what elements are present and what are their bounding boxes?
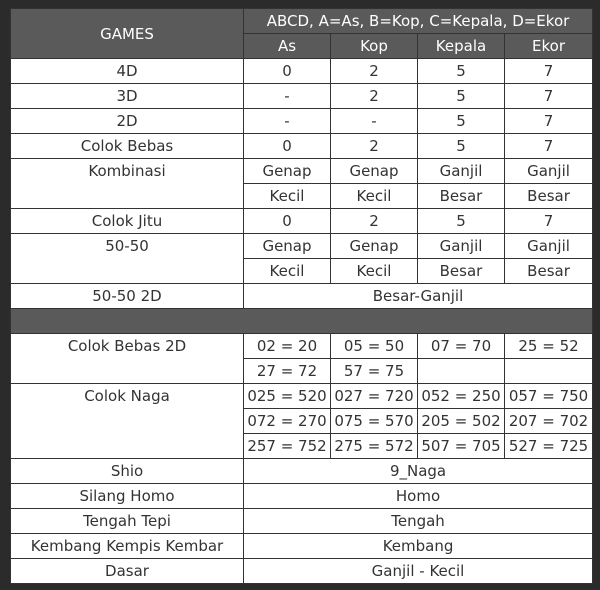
cell: Ganjil: [505, 234, 593, 259]
row-label: Dasar: [11, 559, 244, 584]
cell: Genap: [244, 159, 331, 184]
cell: 57 = 75: [331, 359, 418, 384]
cell: 7: [505, 134, 593, 159]
column-header-kepala: Kepala: [418, 34, 505, 59]
cell: 07 = 70: [418, 334, 505, 359]
row-label: Kembang Kempis Kembar: [11, 534, 244, 559]
separator-row: [11, 309, 593, 334]
cell: 205 = 502: [418, 409, 505, 434]
games-table: [10, 8, 593, 584]
table-row: [11, 159, 593, 184]
cell: 5: [418, 109, 505, 134]
cell: Genap: [331, 234, 418, 259]
column-header-ekor: Ekor: [505, 34, 593, 59]
cell: Ganjil: [418, 234, 505, 259]
cell: 527 = 725: [505, 434, 593, 459]
row-label: 2D: [11, 109, 244, 134]
cell: Genap: [331, 159, 418, 184]
cell: 207 = 702: [505, 409, 593, 434]
row-label: 4D: [11, 59, 244, 84]
table-row: [11, 484, 593, 509]
table-row: [11, 384, 593, 409]
cell: 257 = 752: [244, 434, 331, 459]
cell: 057 = 750: [505, 384, 593, 409]
row-label: Colok Bebas 2D: [11, 334, 244, 384]
cell: Besar-Ganjil: [244, 284, 593, 309]
cell: 02 = 20: [244, 334, 331, 359]
cell: 27 = 72: [244, 359, 331, 384]
column-header-kop: Kop: [331, 34, 418, 59]
column-header-as: As: [244, 34, 331, 59]
cell: Besar: [505, 184, 593, 209]
table-row: [11, 534, 593, 559]
legend-header: ABCD, A=As, B=Kop, C=Kepala, D=Ekor: [244, 9, 593, 34]
cell: 0: [244, 209, 331, 234]
cell: 052 = 250: [418, 384, 505, 409]
cell: 275 = 572: [331, 434, 418, 459]
table-row: [11, 59, 593, 84]
cell: Ganjil: [505, 159, 593, 184]
row-label: Silang Homo: [11, 484, 244, 509]
cell: Besar: [418, 259, 505, 284]
cell: Ganjil: [418, 159, 505, 184]
cell: 0: [244, 59, 331, 84]
cell: 072 = 270: [244, 409, 331, 434]
cell: Kembang: [244, 534, 593, 559]
cell: 5: [418, 134, 505, 159]
cell: 507 = 705: [418, 434, 505, 459]
cell: -: [244, 109, 331, 134]
cell: [505, 359, 593, 384]
table-row: [11, 109, 593, 134]
cell: 25 = 52: [505, 334, 593, 359]
cell: 7: [505, 84, 593, 109]
games-header: GAMES: [11, 9, 244, 59]
row-label: 50-50: [11, 234, 244, 284]
cell: -: [244, 84, 331, 109]
row-label: Colok Naga: [11, 384, 244, 459]
cell: Kecil: [244, 259, 331, 284]
cell: Kecil: [331, 259, 418, 284]
table-row: [11, 234, 593, 259]
cell: 5: [418, 59, 505, 84]
cell: -: [331, 109, 418, 134]
cell: 7: [505, 209, 593, 234]
table-row: [11, 334, 593, 359]
row-label: 3D: [11, 84, 244, 109]
row-label: Colok Jitu: [11, 209, 244, 234]
cell: 075 = 570: [331, 409, 418, 434]
cell: 025 = 520: [244, 384, 331, 409]
row-label: 50-50 2D: [11, 284, 244, 309]
separator: [11, 309, 593, 334]
cell: 9_Naga: [244, 459, 593, 484]
cell: 5: [418, 84, 505, 109]
cell: 2: [331, 84, 418, 109]
header-row-1: [11, 9, 593, 34]
cell: Besar: [418, 184, 505, 209]
cell: 2: [331, 134, 418, 159]
row-label: Colok Bebas: [11, 134, 244, 159]
row-label: Kombinasi: [11, 159, 244, 209]
cell: Homo: [244, 484, 593, 509]
table-row: [11, 284, 593, 309]
cell: Kecil: [331, 184, 418, 209]
table-row: [11, 559, 593, 584]
cell: Tengah: [244, 509, 593, 534]
cell: 2: [331, 59, 418, 84]
cell: 5: [418, 209, 505, 234]
cell: 05 = 50: [331, 334, 418, 359]
cell: Besar: [505, 259, 593, 284]
cell: 0: [244, 134, 331, 159]
table-row: [11, 209, 593, 234]
row-label: Shio: [11, 459, 244, 484]
cell: Ganjil - Kecil: [244, 559, 593, 584]
cell: 027 = 720: [331, 384, 418, 409]
cell: [418, 359, 505, 384]
table-row: [11, 134, 593, 159]
cell: 7: [505, 109, 593, 134]
cell: Genap: [244, 234, 331, 259]
row-label: Tengah Tepi: [11, 509, 244, 534]
cell: Kecil: [244, 184, 331, 209]
table-row: [11, 84, 593, 109]
cell: 7: [505, 59, 593, 84]
table-row: [11, 509, 593, 534]
table-row: [11, 459, 593, 484]
cell: 2: [331, 209, 418, 234]
